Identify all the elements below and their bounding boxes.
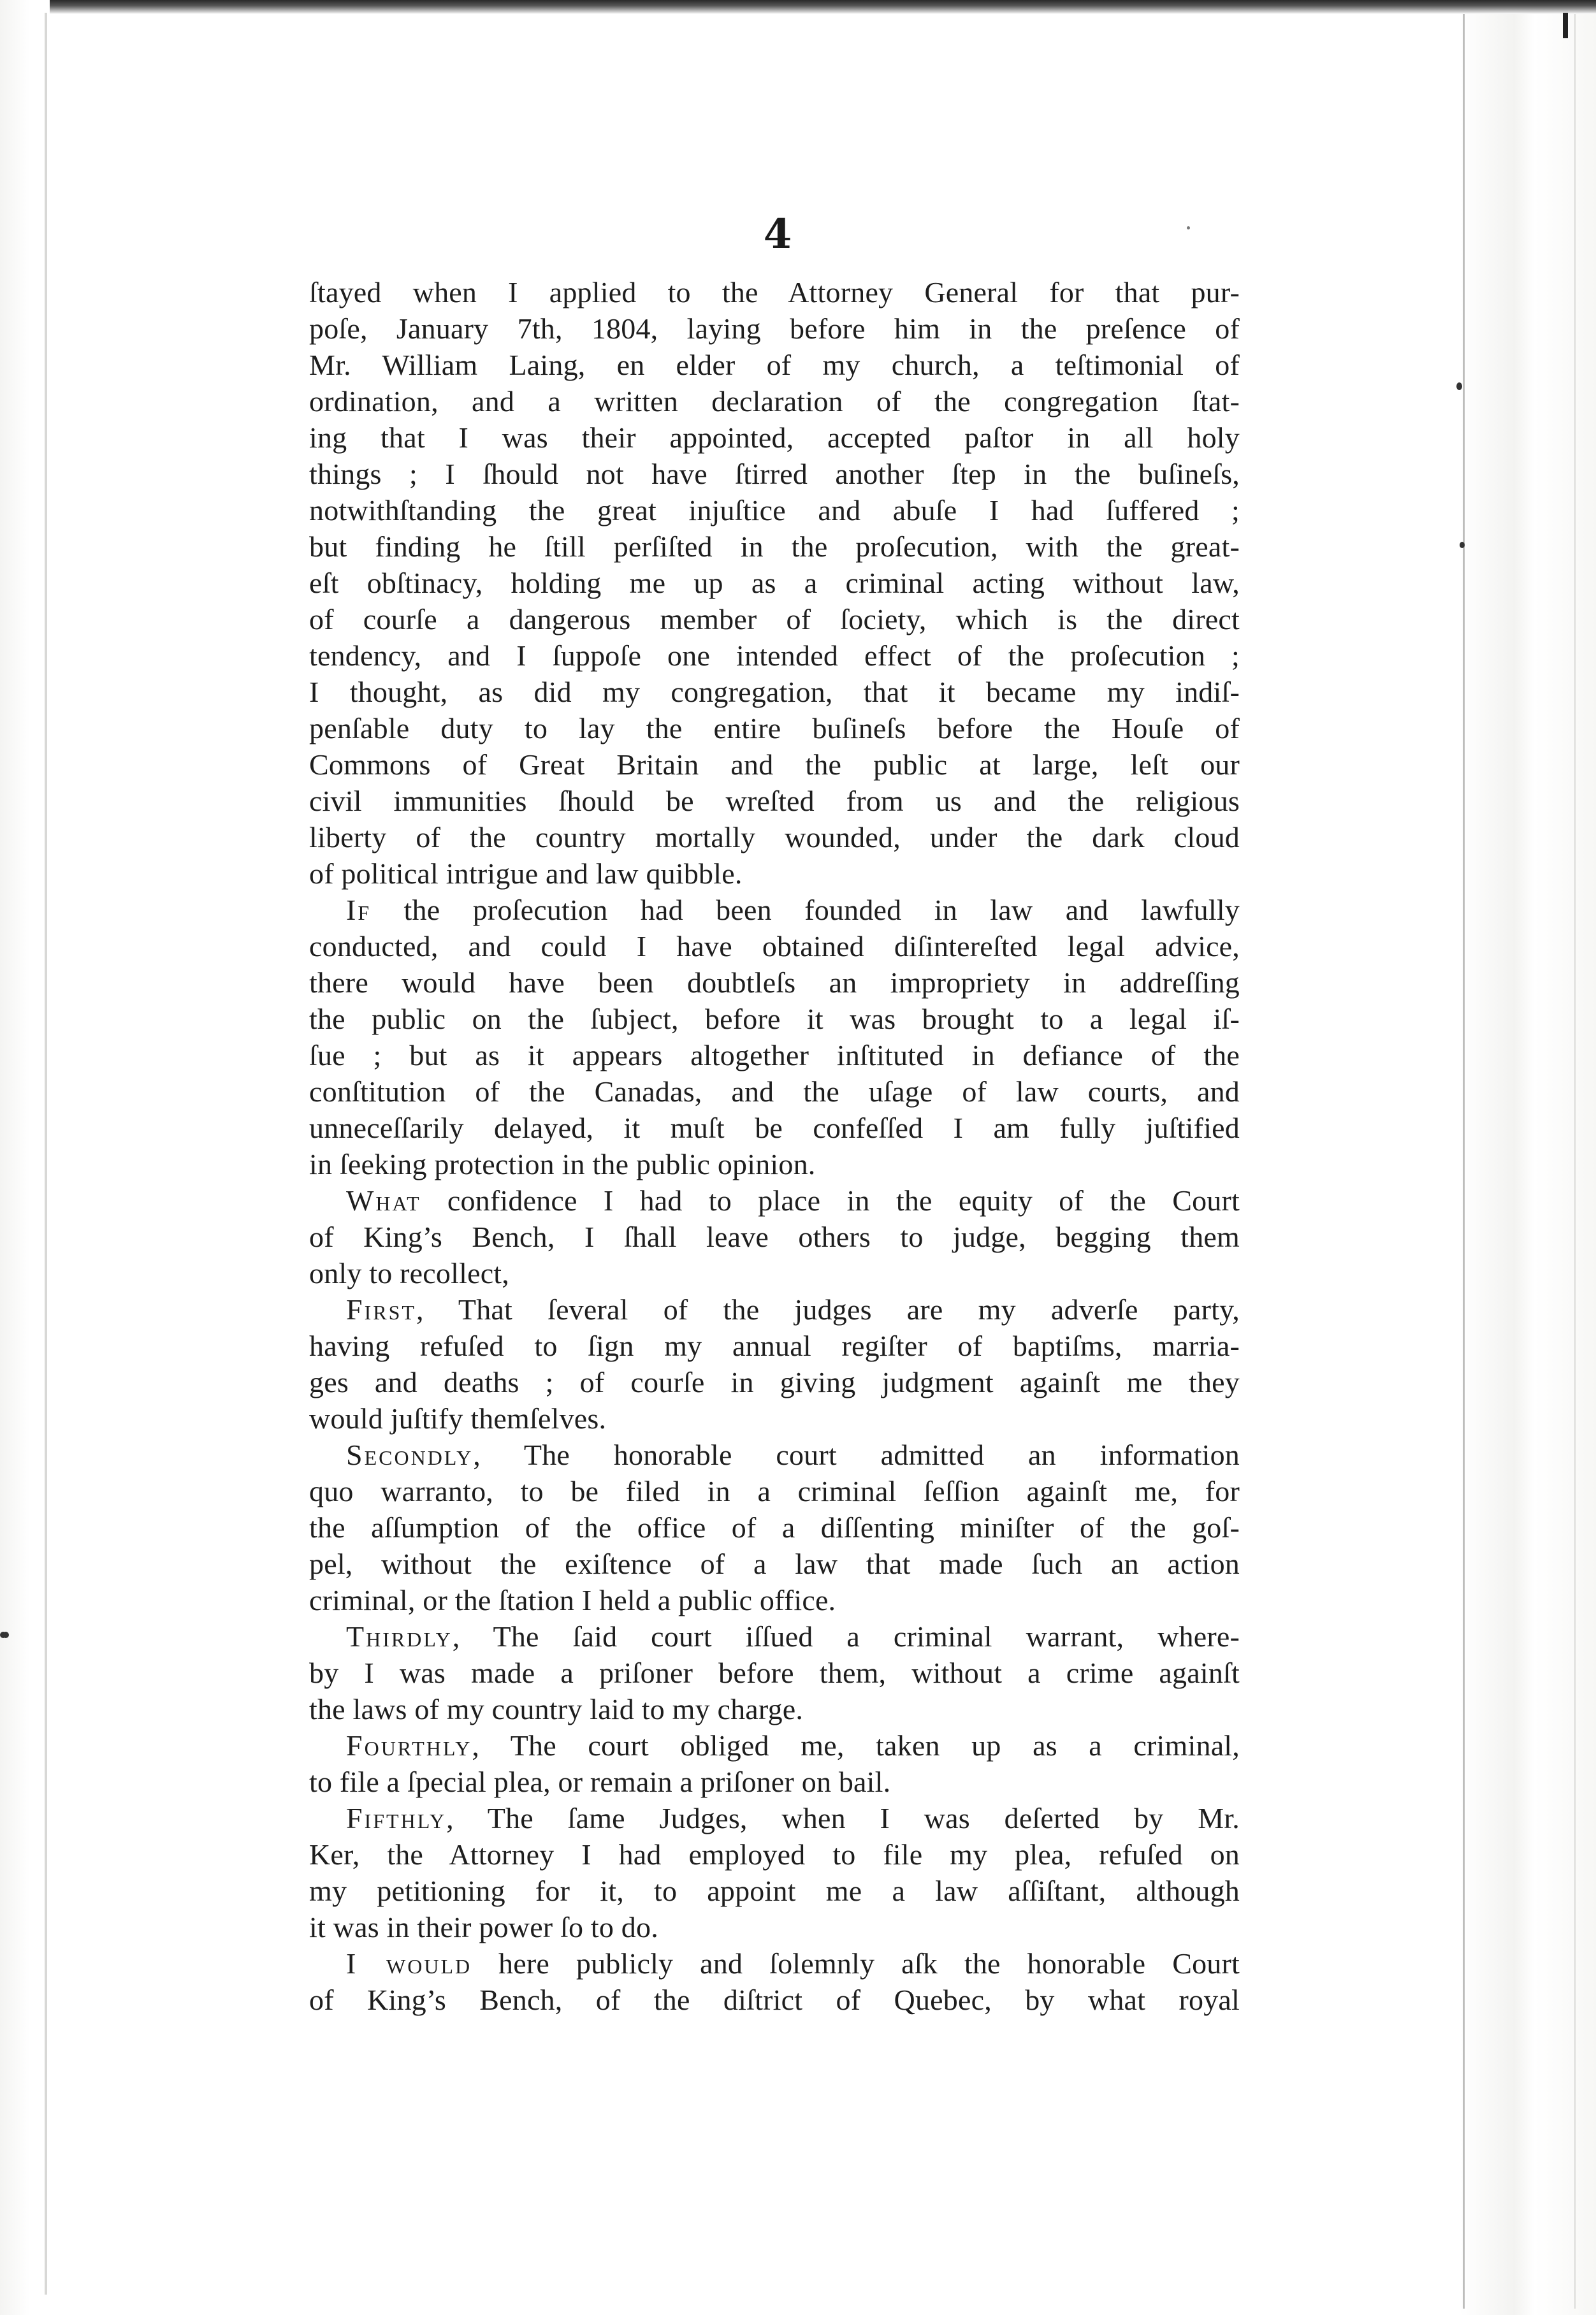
page-number: 4	[763, 210, 792, 258]
paragraph-lead-word: Thirdly	[346, 1620, 453, 1653]
text-line-content: of courſe a dangerous member of ſociety, which is the direct	[309, 603, 1240, 635]
text-line-content: Commons of Great Britain and the public at large, leſt our	[309, 748, 1240, 781]
paragraph-lead-word: Fourthly	[346, 1729, 472, 1762]
text-line-content: poſe, January 7th, 1804, laying before him in the preſence of	[309, 312, 1240, 345]
text-line	[309, 819, 1240, 855]
text-line-content: , The ſaid court iſſued a criminal warrant, where-	[452, 1620, 1240, 1653]
text-line	[309, 637, 1240, 674]
text-line-content: , The honorable court admitted an information	[473, 1439, 1240, 1471]
text-line	[309, 1945, 1240, 1982]
text-line-content: liberty of the country mortally wounded, under the dark cloud	[309, 821, 1240, 853]
text-line-content: ſtayed when I applied to the Attorney General for that pur-	[309, 276, 1240, 308]
text-line	[309, 347, 1240, 383]
text-line	[309, 855, 1240, 892]
body-text	[309, 274, 1240, 2018]
text-line-content: eſt obſtinacy, holding me up as a criminal acting without law,	[309, 567, 1240, 599]
text-line-content: to file a ſpecial plea, or remain a priſoner on bail.	[309, 1766, 891, 1798]
text-line-content: , That ſeveral of the judges are my adverſe party,	[416, 1293, 1240, 1326]
text-line	[309, 1255, 1240, 1291]
text-line-content: , The ſame Judges, when I was deſerted by Mr.	[446, 1802, 1240, 1834]
corner-mark	[1563, 13, 1568, 38]
text-line-content: Ker, the Attorney I had employed to file my plea, refuſed on	[309, 1838, 1240, 1871]
text-line	[309, 492, 1240, 528]
text-line	[309, 1836, 1240, 1873]
page-top-edge	[0, 0, 1596, 14]
scan-speck	[1456, 382, 1462, 390]
text-line-content: having refuſed to ſign my annual regiſter of baptiſms, marria-	[309, 1330, 1240, 1362]
paragraph-lead-word: Fifthly	[346, 1802, 447, 1834]
text-line	[309, 528, 1240, 565]
text-line-content: there would have been doubtleſs an impropriety in addreſſing	[309, 966, 1240, 999]
scan-speck	[1187, 226, 1190, 229]
text-line	[309, 1110, 1240, 1146]
text-line-content: I thought, as did my congregation, that it became my indiſ-	[309, 676, 1240, 708]
text-line	[309, 1546, 1240, 1582]
text-line	[309, 1655, 1240, 1691]
text-line-content: things ; I ſhould not have ſtirred another ſtep in the buſineſs,	[309, 458, 1240, 490]
text-line	[309, 1182, 1240, 1219]
text-line	[309, 565, 1240, 601]
text-line	[309, 1691, 1240, 1727]
text-line-content: it was in their power ſo to do.	[309, 1911, 658, 1943]
text-line-content: tendency, and I ſuppoſe one intended effect of the proſecution ;	[309, 639, 1240, 672]
scan-speck	[1460, 542, 1465, 548]
text-line	[309, 1618, 1240, 1655]
text-line	[309, 1437, 1240, 1473]
text-line	[309, 1219, 1240, 1255]
paragraph-lead-word: If	[346, 894, 372, 926]
text-line-content: ordination, and a written declaration of the congregation ſtat-	[309, 385, 1240, 417]
text-line-content: confidence I had to place in the equity of the Court	[421, 1184, 1240, 1217]
text-line-content: the laws of my country laid to my charge.	[309, 1693, 804, 1725]
text-line-content: but finding he ſtill perſiſted in the proſecution, with the great-	[309, 530, 1240, 563]
text-line	[309, 928, 1240, 964]
text-line	[309, 746, 1240, 783]
text-line-content: my petitioning for it, to appoint me a law aſſiſtant, although	[309, 1875, 1240, 1907]
text-line	[309, 1037, 1240, 1073]
text-line-content: , The court obliged me, taken up as a criminal,	[472, 1729, 1240, 1762]
text-line-content: penſable duty to lay the entire buſineſs before the Houſe of	[309, 712, 1240, 744]
text-line-content: in ſeeking protection in the public opinion.	[309, 1148, 816, 1180]
text-line-content: of political intrigue and law quibble.	[309, 857, 743, 890]
text-line	[309, 419, 1240, 456]
paragraph-lead-word: What	[346, 1184, 421, 1217]
text-line-content: only to recollect,	[309, 1257, 509, 1289]
text-line-content: would juſtify themſelves.	[309, 1402, 607, 1435]
text-line-content: Mr. William Laing, en elder of my church, a teſtimonial of	[309, 349, 1240, 381]
paragraph-lead-word: Secondly	[346, 1439, 474, 1471]
text-line	[309, 1001, 1240, 1037]
paragraph-lead-word: First	[346, 1293, 416, 1326]
page-left-border	[45, 13, 47, 2295]
text-line	[309, 1873, 1240, 1909]
text-line-content: here publicly and ſolemnly aſk the honorable Court	[472, 1947, 1240, 1980]
text-line-content: ges and deaths ; of courſe in giving judgment againſt me they	[309, 1366, 1240, 1398]
text-line	[309, 1509, 1240, 1546]
text-line	[309, 1073, 1240, 1110]
paragraph-lead-word: I would	[346, 1947, 472, 1980]
text-line	[309, 710, 1240, 746]
text-line-content: criminal, or the ſtation I held a public office.	[309, 1584, 836, 1616]
gutter-line	[1463, 14, 1465, 2309]
text-line	[309, 1764, 1240, 1800]
text-line	[309, 601, 1240, 637]
text-line-content: of King’s Bench, of the diſtrict of Quebec, by what royal	[309, 1984, 1240, 2016]
text-line	[309, 892, 1240, 928]
text-line	[309, 783, 1240, 819]
text-line	[309, 1328, 1240, 1364]
text-line-content: conſtitution of the Canadas, and the uſage of law courts, and	[309, 1075, 1240, 1108]
text-line	[309, 1364, 1240, 1400]
text-line	[309, 1146, 1240, 1182]
text-line-content: the aſſumption of the office of a diſſenting miniſter of the goſ-	[309, 1511, 1240, 1544]
text-line-content: of King’s Bench, I ſhall leave others to judge, begging them	[309, 1221, 1240, 1253]
text-line	[309, 274, 1240, 310]
text-line	[309, 674, 1240, 710]
text-line-content: ing that I was their appointed, accepted paſtor in all holy	[309, 421, 1240, 454]
text-line	[309, 310, 1240, 347]
text-line	[309, 1982, 1240, 2018]
text-line	[309, 456, 1240, 492]
text-line	[309, 1727, 1240, 1764]
text-line	[309, 1400, 1240, 1437]
text-line-content: unneceſſarily delayed, it muſt be confeſſed I am fully juſtified	[309, 1112, 1240, 1144]
text-line	[309, 1909, 1240, 1945]
scan-speck	[3, 1632, 9, 1638]
text-line-content: the public on the ſubject, before it was brought to a legal iſ-	[309, 1003, 1240, 1035]
text-line-content: notwithſtanding the great injuſtice and abuſe I had ſuffered ;	[309, 494, 1240, 526]
text-line	[309, 1800, 1240, 1836]
page-left-margin	[0, 0, 50, 2315]
text-line	[309, 1582, 1240, 1618]
text-line-content: quo warranto, to be filed in a criminal ſeſſion againſt me, for	[309, 1475, 1240, 1507]
text-line-content: pel, without the exiſtence of a law that made ſuch an action	[309, 1548, 1240, 1580]
text-line	[309, 1291, 1240, 1328]
text-line	[309, 1473, 1240, 1509]
text-line	[309, 964, 1240, 1001]
text-line	[309, 383, 1240, 419]
text-line-content: conducted, and could I have obtained diſintereſted legal advice,	[309, 930, 1240, 962]
text-line-content: ſue ; but as it appears altogether inſtituted in defiance of the	[309, 1039, 1240, 1071]
text-line-content: the proſecution had been founded in law and lawfully	[371, 894, 1240, 926]
text-line-content: by I was made a priſoner before them, without a crime againſt	[309, 1657, 1240, 1689]
gutter-line-outer	[1574, 14, 1576, 2309]
text-line-content: civil immunities ſhould be wreſted from us and the religious	[309, 785, 1240, 817]
